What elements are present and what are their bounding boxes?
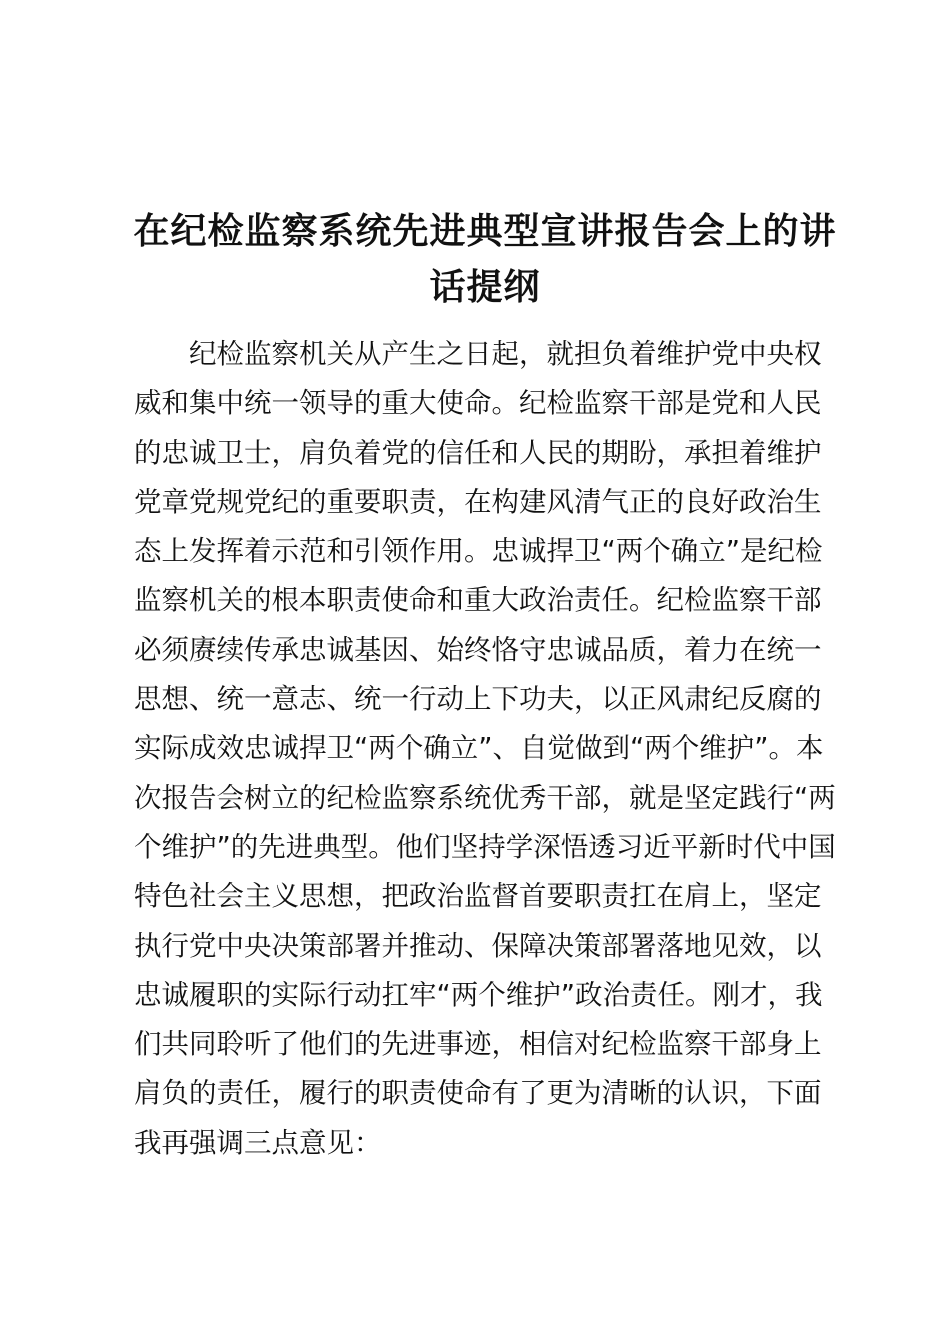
body-line: 监察机关的根本职责使命和重大政治责任。纪检监察干部	[134, 584, 822, 617]
body-line: 忠诚履职的实际行动扛牢“两个维护”政治责任。刚才，我	[134, 978, 823, 1011]
body-line: 必须赓续传承忠诚基因、始终恪守忠诚品质，着力在统一	[134, 633, 822, 666]
body-line: 肩负的责任，履行的职责使命有了更为清晰的认识，下面	[134, 1077, 822, 1110]
body-line: 次报告会树立的纪检监察系统优秀干部，就是坚定践行“两	[134, 781, 836, 814]
title-line: 话提纲	[429, 267, 541, 308]
body-line: 们共同聆听了他们的先进事迹，相信对纪检监察干部身上	[134, 1028, 822, 1061]
body-line: 的忠诚卫士，肩负着党的信任和人民的期盼，承担着维护	[134, 436, 822, 469]
body-line: 威和集中统一领导的重大使命。纪检监察干部是党和人民	[134, 387, 822, 420]
body-line: 特色社会主义思想，把政治监督首要职责扛在肩上，坚定	[134, 880, 822, 913]
body-paragraph	[134, 330, 846, 1168]
title-line: 在纪检监察系统先进典型宣讲报告会上的讲	[133, 211, 837, 252]
body-line: 态上发挥着示范和引领作用。忠诚捍卫“两个确立”是纪检	[134, 535, 823, 568]
body-line: 党章党规党纪的重要职责，在构建风清气正的良好政治生	[134, 485, 822, 518]
body-line: 思想、统一意志、统一行动上下功夫，以正风肃纪反腐的	[134, 683, 822, 716]
document-title	[125, 204, 845, 316]
body-line: 实际成效忠诚捍卫“两个确立”、自觉做到“两个维护”。本	[134, 732, 824, 765]
body-line: 个维护”的先进典型。他们坚持学深悟透习近平新时代中国	[134, 830, 836, 863]
body-line: 纪检监察机关从产生之日起，就担负着维护党中央权	[134, 338, 822, 370]
body-line: 执行党中央决策部署并推动、保障决策部署落地见效，以	[134, 929, 822, 962]
body-line: 我再强调三点意见：	[134, 1126, 382, 1159]
